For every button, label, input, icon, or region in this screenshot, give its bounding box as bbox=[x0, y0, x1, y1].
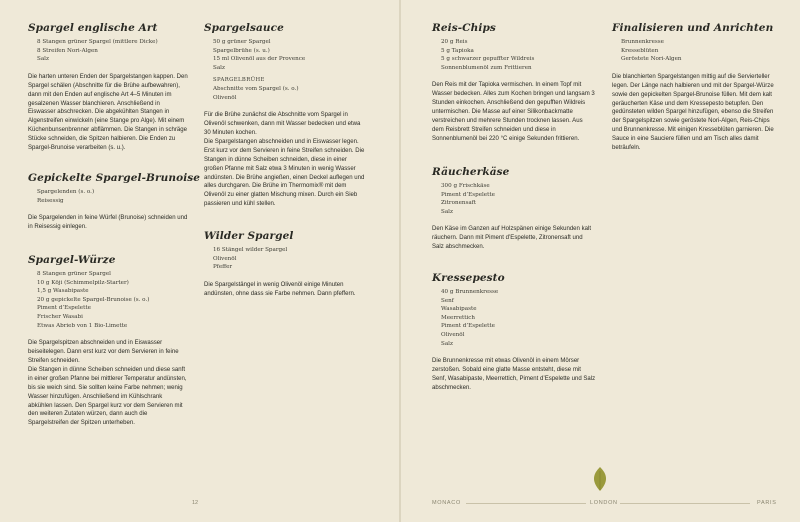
ingredient: 300 g Frischkäse bbox=[441, 183, 490, 189]
ingredient: Olivenöl bbox=[213, 255, 237, 262]
section-title: Spargelsauce bbox=[204, 22, 284, 34]
section-raeucherkaese bbox=[432, 166, 596, 252]
page-number: 12 bbox=[192, 500, 199, 506]
ingredient: Frischer Wasabi bbox=[37, 313, 83, 320]
ingredient-list bbox=[28, 188, 188, 205]
ingredient: Spargelbrühe (s. u.) bbox=[213, 47, 270, 54]
ingredient-list bbox=[204, 38, 367, 102]
ingredient-list bbox=[28, 38, 188, 64]
footer-city-paris: PARIS bbox=[757, 500, 777, 506]
book-gutter bbox=[399, 0, 401, 522]
ingredient-list bbox=[204, 246, 367, 272]
ingredient-list bbox=[612, 38, 776, 64]
paragraph: Die Stangen in dünne Scheiben schneiden und diese sanft in einer großen Pfanne bei mittlerer Temperatur andünsten, bis sie weich sind. Sie sollten keine Farbe nehmen; wenig Wasser hinzufügen. Anschließend im Kühlschrank abkühlen lassen. Den Spargel kurz vor dem Servieren mit den weiteren Zutaten würzen, dann auch die Spargelstreifen der Spitzen unterheben. bbox=[28, 366, 187, 427]
section-title: Kressepesto bbox=[432, 272, 505, 284]
section-spargelsauce bbox=[204, 22, 367, 209]
ingredient: Piment d’Espelette bbox=[441, 323, 495, 330]
ingredient: Reisessig bbox=[37, 197, 64, 204]
ingredient: 8 Stangen grüner Spargel bbox=[37, 271, 111, 277]
section-wuerze bbox=[28, 254, 188, 428]
footer-city-monaco: MONACO bbox=[432, 500, 461, 506]
ingredient: 20 g Reis bbox=[441, 39, 468, 45]
ingredient: Senf bbox=[441, 297, 454, 304]
section-finalisieren bbox=[612, 22, 776, 153]
section-title: Spargel englische Art bbox=[28, 22, 158, 34]
method-text bbox=[432, 357, 596, 393]
paragraph: Die Spargelspitzen abschneiden und in Eiswasser beiseitelegen. Dann erst kurz vor dem Servieren in feine Streifen schneiden. bbox=[28, 340, 179, 364]
paragraph: Die Spargelenden in feine Würfel (Brunoise) schneiden und in Reisessig einlegen. bbox=[28, 215, 188, 231]
paragraph: Die Spargelstangen abschneiden und in Eiswasser legen. Erst kurz vor dem Servieren in feine Streifen schneiden. Die Stangen in dünne Scheiben schneiden, diese in einer großen Pfanne mit Salz etwa 3 Minuten in wenig Wasser andünsten. Die Brühe angießen, einen Deckel auflegen und alles durchgaren. Die Brühe im Thermomix® mit dem Olivenöl zu einer glatten Mischung mixen. Durch ein Sieb passieren und kühl stellen. bbox=[204, 138, 365, 208]
ingredient-list bbox=[432, 288, 596, 348]
section-title: Reis-Chips bbox=[432, 22, 496, 34]
ingredient: 20 g gepickelte Spargel-Brunoise (s. o.) bbox=[37, 296, 150, 303]
ingredient: Olivenöl bbox=[441, 331, 465, 338]
section-brunoise bbox=[28, 172, 201, 232]
section-englische-art bbox=[28, 22, 188, 153]
ingredient: 8 Streifen Nori-Algen bbox=[37, 47, 98, 54]
leaf-icon bbox=[589, 466, 611, 494]
ingredient: 40 g Brunnenkresse bbox=[441, 289, 499, 295]
method-text bbox=[432, 225, 596, 252]
ingredient: Salz bbox=[37, 56, 49, 63]
method-text bbox=[204, 281, 367, 299]
ingredient: Piment d’Espelette bbox=[441, 191, 495, 198]
method-text bbox=[28, 339, 188, 428]
ingredient: Pfeffer bbox=[213, 264, 233, 271]
ingredient-list bbox=[432, 38, 596, 72]
ingredient: Brunnenkresse bbox=[621, 39, 664, 45]
section-wilder-spargel bbox=[204, 230, 367, 299]
ingredient: Salz bbox=[441, 208, 453, 215]
ingredient: 16 Stängel wilder Spargel bbox=[213, 247, 288, 253]
ingredient: Meerrettich bbox=[441, 314, 476, 321]
ingredient-list bbox=[28, 270, 188, 330]
ingredient: 50 g grüner Spargel bbox=[213, 39, 271, 45]
method-text bbox=[204, 111, 367, 209]
ingredient: 15 ml Olivenöl aus der Provence bbox=[213, 56, 306, 63]
footer-city-london: LONDON bbox=[590, 500, 618, 506]
paragraph: Die blanchierten Spargelstangen mittig auf die Servierteller legen. Der Länge nach halbieren und mit der Spargel-Würze sowie den gepickelten Spargel-Brunoise füllen. Mit dem kalt geräucherten Käse und dem Kressepesto betupfen. Den gedünsteten wilden Spargel hinzufügen, ebenso die Streifen der Spargelspitzen sowie geröstete Nori-Algen, Reis-Chips und Brunnenkresse. Mit einigen Kresseblüten garnieren. Die Sauce in eine Sauciere füllen und am Tisch alles damit beträufeln. bbox=[612, 73, 774, 152]
section-title: Räucherkäse bbox=[432, 166, 510, 178]
paragraph: Den Käse im Ganzen auf Holzspänen einige Sekunden kalt räuchern. Dann mit Piment d’Espelette, Zitronensaft und Salz abschmecken. bbox=[432, 226, 591, 251]
ingredient: 8 Stangen grüner Spargel (mittlere Dicke) bbox=[37, 39, 158, 45]
section-title: Finalisieren und Anrichten bbox=[612, 22, 774, 34]
ingredient: 10 g Kōji (Schimmelpilz-Starter) bbox=[37, 279, 129, 286]
paragraph: Die Spargelstängel in wenig Olivenöl einige Minuten andünsten, ohne dass sie Farbe nehmen. Dann pfeffern. bbox=[204, 281, 356, 297]
method-text bbox=[28, 73, 188, 153]
ingredient: Piment d’Espelette bbox=[37, 305, 91, 312]
ingredient: Etwas Abrieb von 1 Bio-Limette bbox=[37, 322, 128, 329]
section-reis-chips bbox=[432, 22, 596, 144]
ingredient: Spargelenden (s. o.) bbox=[37, 189, 95, 195]
ingredient: 1,5 g Wasabipaste bbox=[37, 288, 89, 295]
ingredient: Abschnitte vom Spargel (s. o.) bbox=[213, 85, 299, 92]
section-title: Gepickelte Spargel-Brunoise bbox=[28, 172, 201, 184]
paragraph: Die harten unteren Enden der Spargelstangen kappen. Den Spargel schälen (Abschnitte für die Brühe aufbewahren), dann mit den Enden auf englische Art 4–5 Minuten im gesalzenen Wasser blanchieren. Anschließend in Eiswasser abschrecken. Die abgekühlten Stangen in Algenstreifen einwickeln (eine Stange pro Alge). Mit einem Küchenbunsenbrenner abflämmen. Die Stangen in schräge Stücke schneiden, die Spitzen halbieren. Die Enden zu Spargel-Brunoise verarbeiten (s. u.). bbox=[28, 73, 188, 152]
ingredient: Wasabipaste bbox=[441, 306, 477, 313]
ingredient: Geröstete Nori-Algen bbox=[621, 56, 682, 63]
method-text bbox=[432, 81, 596, 143]
paragraph: Für die Brühe zunächst die Abschnitte vom Spargel in Olivenöl schwenken, dann mit Wasser bedecken und etwa 30 Minuten kochen. bbox=[204, 112, 361, 136]
ingredient: Kresseblüten bbox=[621, 47, 659, 54]
ingredient: Olivenöl bbox=[213, 94, 237, 101]
ingredient: Salz bbox=[441, 340, 453, 347]
paragraph: Die Brunnenkresse mit etwas Olivenöl in einem Mörser zerstoßen. Sobald eine glatte Masse entsteht, diese mit Senf, Wasabipaste, Meerrettich, Piment d’Espelette und Salz abschmecken. bbox=[432, 358, 596, 391]
section-title: Spargel-Würze bbox=[28, 254, 116, 266]
ingredient: Zitronensaft bbox=[441, 200, 477, 207]
method-text bbox=[612, 73, 776, 153]
ingredient: Salz bbox=[213, 64, 225, 71]
ingredient: 5 g schwarzer gepuffter Wildreis bbox=[441, 56, 535, 63]
footer-divider bbox=[620, 503, 750, 504]
section-title: Wilder Spargel bbox=[204, 230, 294, 242]
ingredient-list bbox=[432, 182, 596, 216]
section-kressepesto bbox=[432, 272, 596, 393]
ingredient: 5 g Tapioka bbox=[441, 47, 474, 54]
paragraph: Den Reis mit der Tapioka vermischen. In einem Topf mit Wasser bedecken. Alles zum Kochen bringen und langsam 3 Stunden einkochen. Anschließend den gepufften Wildreis untermischen. Die Masse auf einer Silikonbackmatte verstreichen und mehrere Stunden trocknen lassen. Aus dem Reisbrett Streifen schneiden und diese in Sonnenblumenöl bei 220 °C einige Sekunden frittieren. bbox=[432, 82, 595, 142]
footer-divider bbox=[466, 503, 586, 504]
ingredient: Sonnenblumenöl zum Frittieren bbox=[441, 64, 532, 71]
sub-heading: SPARGELBRÜHE bbox=[213, 77, 265, 84]
method-text bbox=[28, 214, 188, 232]
